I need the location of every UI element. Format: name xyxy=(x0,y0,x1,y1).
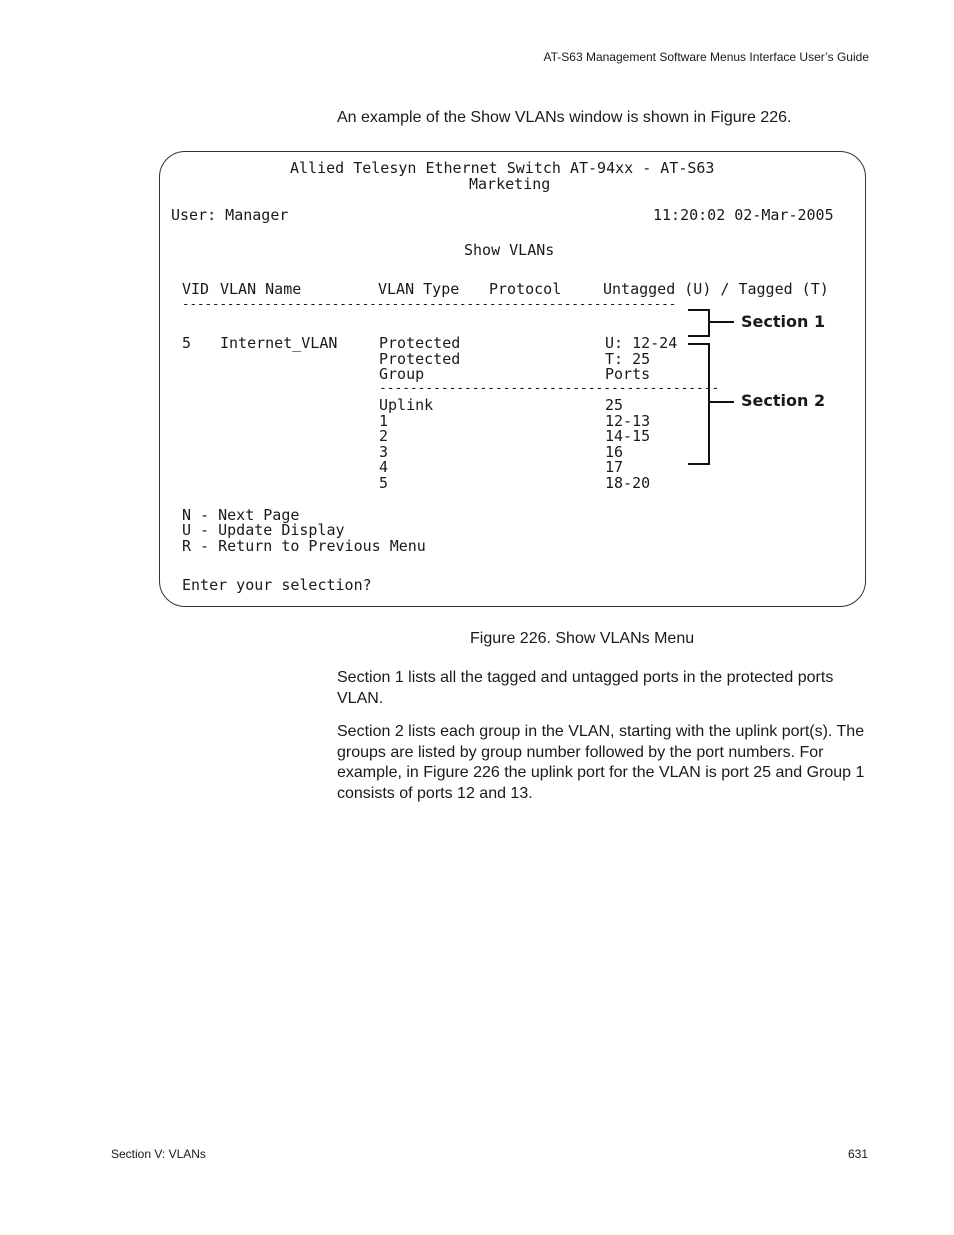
paragraph-section-1: Section 1 lists all the tagged and untagged ports in the protected ports VLAN. xyxy=(337,669,834,707)
figure-caption: Figure 226. Show VLANs Menu xyxy=(470,630,695,647)
group-ports: 16 xyxy=(605,443,624,461)
page-number: 631 xyxy=(847,1147,868,1161)
group-name: Uplink xyxy=(379,396,434,414)
vlan-ports-untagged: U: 12-24 xyxy=(605,334,678,352)
footer-section: Section V: VLANs xyxy=(111,1147,206,1161)
group-ports: 18-20 xyxy=(605,474,651,492)
vlan-type-2: Protected xyxy=(379,350,461,368)
terminal-subtitle: Marketing xyxy=(469,175,551,193)
vlan-type-1: Protected xyxy=(379,334,461,352)
group-name: 1 xyxy=(379,412,389,430)
group-separator: -------------------------------------------- xyxy=(379,381,720,396)
group-name: 2 xyxy=(379,427,389,445)
page-header: AT-S63 Management Software Menus Interface User’s Guide xyxy=(543,50,869,64)
menu-option-return[interactable]: R - Return to Previous Menu xyxy=(182,537,426,555)
group-name: 4 xyxy=(379,458,389,476)
vlan-name: Internet_VLAN xyxy=(220,334,338,352)
group-name: 5 xyxy=(379,474,389,492)
column-header-vlan-type: VLAN Type xyxy=(378,280,460,298)
menu-option-update-display[interactable]: U - Update Display xyxy=(182,521,345,539)
section-brackets xyxy=(680,300,740,470)
vlan-vid: 5 xyxy=(182,334,192,352)
group-ports: 17 xyxy=(605,458,624,476)
section-2-bracket xyxy=(688,344,709,464)
group-name: 3 xyxy=(379,443,389,461)
terminal-screen-title: Show VLANs xyxy=(464,241,555,259)
terminal-user: User: Manager xyxy=(171,206,289,224)
menu-option-next-page[interactable]: N - Next Page xyxy=(182,506,300,524)
section-1-label: Section 1 xyxy=(741,312,826,331)
column-header-protocol: Protocol xyxy=(489,280,562,298)
section-2-label: Section 2 xyxy=(741,391,826,410)
vlan-type-3: Group xyxy=(379,365,425,383)
group-ports: 12-13 xyxy=(605,412,651,430)
selection-prompt[interactable]: Enter your selection? xyxy=(182,576,372,594)
column-header-vlan-name: VLAN Name xyxy=(220,280,302,298)
intro-text: An example of the Show VLANs window is shown in Figure 226. xyxy=(337,109,792,126)
column-header-vid: VID xyxy=(182,280,210,298)
group-ports-header: Ports xyxy=(605,365,651,383)
header-separator: ------------------------------------------------------------------ xyxy=(182,296,677,311)
paragraph-section-2: Section 2 lists each group in the VLAN, starting with the uplink port(s). The groups are listed by group number followed by the port numbers. For example, in Figure 226 the uplink port for the VLAN is port 25 and Group 1 consists of ports 12 and 13. xyxy=(337,723,865,802)
section-1-bracket xyxy=(688,310,709,336)
group-ports: 25 xyxy=(605,396,624,414)
group-ports: 14-15 xyxy=(605,427,651,445)
terminal-title: Allied Telesyn Ethernet Switch AT-94xx - AT-S63 xyxy=(290,159,715,177)
terminal-datetime: 11:20:02 02-Mar-2005 xyxy=(653,206,834,224)
vlan-ports-tagged: T: 25 xyxy=(605,350,651,368)
column-header-ports: Untagged (U) / Tagged (T) xyxy=(603,280,829,298)
